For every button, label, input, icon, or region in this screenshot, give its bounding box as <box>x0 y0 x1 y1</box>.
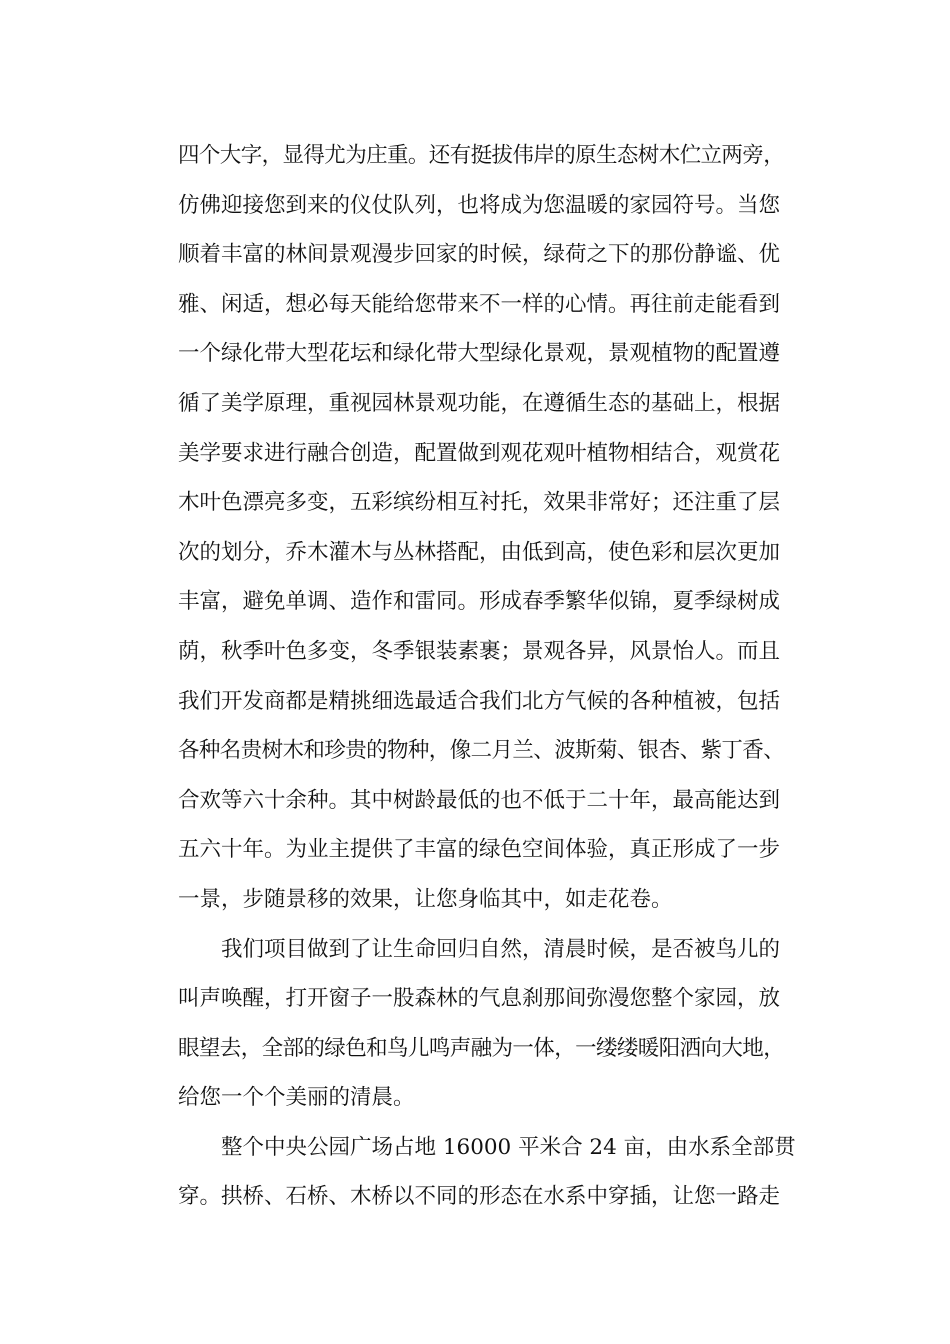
text-line: 美学要求进行融合创造，配置做到观花观叶植物相结合，观赏花 <box>178 440 781 466</box>
text-line: 各种名贵树木和珍贵的物种，像二月兰、波斯菊、银杏、紫丁香、 <box>178 738 785 764</box>
text-line: 木叶色漂亮多变，五彩缤纷相互衬托，效果非常好；还注重了层 <box>178 490 781 516</box>
text-line: 顺着丰富的林间景观漫步回家的时候，绿荷之下的那份静谧、优 <box>178 242 781 268</box>
text-line: 眼望去，全部的绿色和鸟儿鸣声融为一体，一缕缕暖阳洒向大地， <box>178 1035 785 1061</box>
text-line: 给您一个个美丽的清晨。 <box>178 1085 415 1111</box>
text-line: 穿。拱桥、石桥、木桥以不同的形态在水系中穿插，让您一路走 <box>178 1184 781 1210</box>
text-line: 丰富，避免单调、造作和雷同。形成春季繁华似锦，夏季绿树成 <box>178 589 781 615</box>
text-line: 叫声唤醒，打开窗子一股森林的气息刹那间弥漫您整个家园，放 <box>178 986 781 1012</box>
text-line: 合欢等六十余种。其中树龄最低的也不低于二十年，最高能达到 <box>178 787 781 813</box>
text-line: 一景，步随景移的效果，让您身临其中，如走花卷。 <box>178 886 673 912</box>
paragraph-first-line: 我们项目做到了让生命回归自然，清晨时候，是否被鸟儿的 <box>221 936 781 962</box>
text-line: 仿佛迎接您到来的仪仗队列，也将成为您温暖的家园符号。当您 <box>178 192 781 218</box>
text-line: 我们开发商都是精挑细选最适合我们北方气候的各种植被，包括 <box>178 688 781 714</box>
paragraph-first-line: 整个中央公园广场占地 16000 平米合 24 亩，由水系全部贯 <box>221 1134 796 1160</box>
text-line: 循了美学原理，重视园林景观功能，在遵循生态的基础上，根据 <box>178 390 781 416</box>
text-line: 雅、闲适，想必每天能给您带来不一样的心情。再往前走能看到 <box>178 291 781 317</box>
text-line: 次的划分，乔木灌木与丛林搭配，由低到高，使色彩和层次更加 <box>178 539 781 565</box>
body-text <box>178 131 828 1222</box>
text-line: 一个绿化带大型花坛和绿化带大型绿化景观，景观植物的配置遵 <box>178 341 781 367</box>
text-line: 荫，秋季叶色多变，冬季银装素裹；景观各异，风景怡人。而且 <box>178 638 781 664</box>
text-line: 四个大字，显得尤为庄重。还有挺拔伟岸的原生态树木伫立两旁， <box>178 143 785 168</box>
text-line: 五六十年。为业主提供了丰富的绿色空间体验，真正形成了一步 <box>178 837 781 863</box>
